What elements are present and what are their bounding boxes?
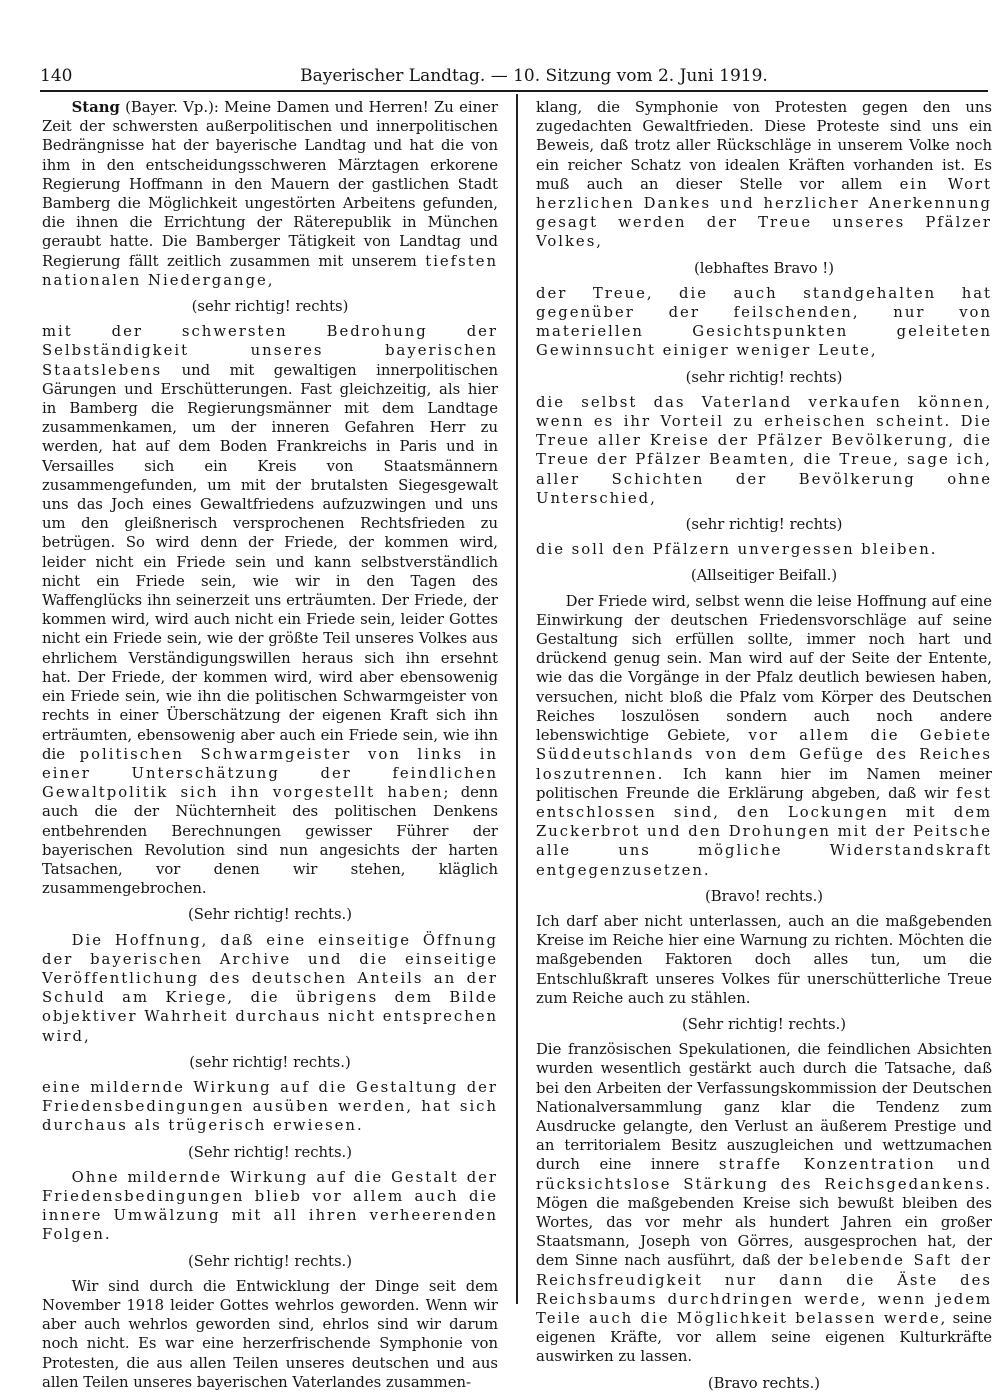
left-column [42, 98, 498, 1391]
text-run: denn auch die der Nüchternheit des politischen Denkens entbehrenden Berechnungen gewisser Führer der bayerischen Revolution sind nun angesichts der harten Tatsachen, vor denen wir stehen, kläglich zusammengebrochen. [42, 784, 498, 898]
interjection: (sehr richtig! rechts.) [189, 1053, 351, 1071]
column-divider [516, 94, 518, 1304]
interjection: (Sehr richtig! rechts.) [187, 1143, 353, 1161]
interjection: (Allseitiger Beifall.) [690, 567, 838, 585]
page-number: 140 [40, 66, 73, 86]
interjection: (lebhaftes Bravo !) [693, 259, 835, 277]
text-run: Meine Damen und Herren! Zu einer Zeit der schwersten außerpolitischen und innerpolitischen Bedrängnisse hat der bayerische Landtag und hat die von ihm in den entscheidungsschweren Märztagen erkorene Regierung Hoffmann in den Mauern der gastlichen Stadt Bamberg die Möglichkeit ungestörten Arbeitens gefunden, die ihnen die Errichtung der Räterepublik in München geraubt hatte. Die Bamberger Tätigkeit von Landtag und Regierung fällt zeitlich zusammen mit unserem [42, 99, 498, 270]
interjection: (Sehr richtig! rechts.) [187, 906, 353, 924]
interjection: (Sehr richtig! rechts.) [681, 1015, 847, 1033]
spaced-text: tiefsten nationalen Niedergange, [42, 252, 498, 289]
paragraph [536, 540, 992, 559]
spaced-text: belebende Saft der Reichsfreudigkeit nur dann die Äste des Reichsbaums durchdringen werde, wenn jedem Teile auch die Möglichkeit belassen werde, [536, 1252, 992, 1327]
spaced-text: der Treue, die auch standgehalten hat gegenüber der feilschenden, nur von materiellen Gesichtspunkten geleiteten Gewinnsucht einiger weniger Leute, [536, 284, 992, 360]
paragraph [536, 1040, 992, 1366]
interjection: (sehr richtig! rechts) [685, 368, 843, 386]
text-run: Ich kann hier im Namen meiner politischen Freunde die Erklärung abgeben, daß wir [536, 765, 992, 802]
spaced-text: die soll den Pfälzern unvergessen bleiben. [536, 541, 938, 559]
spaced-text: politischen Schwarmgeister von links in einer Unterschätzung der feindlichen Gewaltpolitik sich ihn vorgestellt haben; [42, 745, 498, 802]
text-run: Die französischen Spekulationen, die feindlichen Absichten wurden wesentlich gestärkt auch durch die Tatsache, daß bei den Arbeiten der Verfassungskommission der Deutschen Nationalversammlung ganz klar die Tendenz zum Ausdrucke gelangte, den Verlust an äußerem Prestige und an territorialem Besitz auszugleichen und wettzumachen durch eine innere [536, 1041, 992, 1174]
paragraph [42, 322, 498, 898]
interjection: (sehr richtig! rechts) [685, 516, 843, 534]
paragraph [536, 284, 992, 361]
paragraph [536, 592, 992, 880]
paragraph [42, 98, 498, 290]
spaced-text: fest entschlossen sind, den Lockungen mit dem Zuckerbrot und den Drohungen mit der Peitsche alle uns mögliche Widerstandskraft entgegenzusetzen. [536, 784, 992, 879]
right-column [536, 98, 992, 1392]
spaced-text: die selbst das Vaterland verkaufen können, wenn es ihr Vorteil zu erheischen scheint. Die Treue aller Kreise der Pfälzer Bevölkerung, die Treue der Pfälzer Beamten, die Treue, sage ich, aller Schichten der Bevölkerung ohne Unterschied, [536, 393, 992, 507]
spaced-text: Ohne mildernde Wirkung auf die Gestalt der Friedensbedingungen blieb vor allem auch die innere Umwälzung mit all ihren verheerenden Folgen. [42, 1168, 498, 1244]
text-run: Der Friede wird, selbst wenn die leise Hoffnung auf eine Einwirkung der deutschen Friedensvorschläge auf seine Gestaltung sich erfüllen sollte, immer noch hart und drückend genug sein. Man wird auf der Seite der Entente, wie das die Vorgänge in der Pfalz deutlich bewiesen haben, versuchen, nicht bloß die Pfalz vom Körper des Deutschen Reiches loszulösen sondern auch noch andere lebenswichtige Gebiete, [536, 592, 992, 745]
paragraph [42, 1168, 498, 1245]
spaced-text: vor allem die Gebiete Süddeutschlands von dem Gefüge des Reiches loszutrennen. [536, 727, 992, 783]
paragraph [536, 98, 992, 252]
interjection: (Bravo rechts.) [707, 1374, 821, 1392]
running-head: Bayerischer Landtag. — 10. Sitzung vom 2. Juni 1919. [300, 66, 768, 86]
interjection: (Sehr richtig! rechts.) [187, 1252, 353, 1270]
spaced-text: straffe Konzentration und rücksichtslose Stärkung des Reichsgedankens. [536, 1156, 992, 1193]
speaker-party: (Bayer. Vp.): [119, 99, 225, 116]
text-run: seine eigenen Kräfte, vor allem seine eigenen Kulturkräfte auswirken zu lassen. [536, 1309, 992, 1366]
paragraph: Ich darf aber nicht unterlassen, auch an die maßgebenden Kreise im Reiche hier eine Warnung zu richten. Möchten die maßgebenden Faktoren doch alles tun, um die Entschlußkraft unseres Volkes für unerschütterliche Treue zum Reiche auch zu stählen. [536, 912, 992, 1007]
paragraph [42, 931, 498, 1046]
paragraph: Wir sind durch die Entwicklung der Dinge seit dem November 1918 leider Gottes wehrlos geworden. Wenn wir aber auch wehrlos geworden sind, ehrlos sind wir darum noch nicht. Es war eine herzerfrischende Symphonie von Protesten, die aus allen Teilen unseres deutschen und aus allen Teilen unseres bayerischen Vaterlandes zusammen- [42, 1277, 498, 1391]
speaker-name: Stang [71, 99, 120, 116]
paragraph [536, 393, 992, 508]
interjection: (Bravo! rechts.) [704, 887, 824, 905]
paragraph [42, 1078, 498, 1136]
text-run: und mit gewaltigen innerpolitischen Gärungen und Erschütterungen. Fast gleichzeitig, als hier in Bamberg die Regierungsmänner mit dem Landtage zusammenkamen, um der inneren Gefahren Herr zu werden, hat auf dem Boden Frankreichs in Paris und in Versailles sich ein Kreis von Staatsmännern zusammengefunden, um mit der brutalsten Siegesgewalt uns das Joch eines Gewaltfriedens aufzuzwingen und uns um den gleißnerisch versprochenen Rechtsfrieden zu betrügen. So wird denn der Friede, der kommen wird, leider nicht ein Friede sein und kann selbstverständlich nicht ein Friede sein, wie wir in den Tagen des Waffenglücks ihn seinerzeit uns erträumten. Der Friede, der kommen wird, wird auch nicht ein Friede sein, leider Gottes nicht ein Friede sein, wie der größte Teil unseres Volkes aus ehrlichem Verständigungswillen heraus sich ihn ersehnt hat. Der Friede, der kommen wird, wird aber ebensowenig ein Friede sein, wie ihn die politischen Schwarmgeister von rechts in einer Überschätzung der eigenen Kraft sich ihn erträumten, ebensowenig aber auch ein Friede sein, wie ihn die [42, 361, 498, 763]
spaced-text: eine mildernde Wirkung auf die Gestaltung der Friedensbedingungen ausüben werden, hat sich durchaus als trügerisch erwiesen. [42, 1078, 498, 1135]
text-run: klang, die Symphonie von Protesten gegen den uns zugedachten Gewaltfrieden. Diese Proteste sind uns ein Beweis, daß trotz aller Rückschläge in unserem Volke noch ein reicher Schatz von idealen Kräften vorhanden ist. Es muß auch an dieser Stelle vor allem [536, 99, 992, 193]
spaced-text: Die Hoffnung, daß eine einseitige Öffnung der bayerischen Archive und die einseitige Veröffentlichung des deutschen Anteils an der Schuld am Kriege, die übrigens dem Bilde objektiver Wahrheit durchaus nicht entsprechen wird, [42, 931, 498, 1045]
spaced-text: mit der schwersten Bedrohung der Selbständigkeit unseres bayerischen Staatslebens [42, 323, 498, 379]
interjection: (sehr richtig! rechts) [191, 298, 349, 316]
page-header [40, 62, 988, 92]
text-run: Mögen die maßgebenden Kreise sich bewußt bleiben des Wortes, das vor mehr als hundert Jahren ein großer Staatsmann, Joseph von Görres, ausgesprochen hat, der dem Sinne nach ausführt, daß der [536, 1194, 992, 1270]
spaced-text: ein Wort herzlichen Dankes und herzlicher Anerkennung gesagt werden der Treue unseres Pfälzer Volkes, [536, 175, 992, 251]
